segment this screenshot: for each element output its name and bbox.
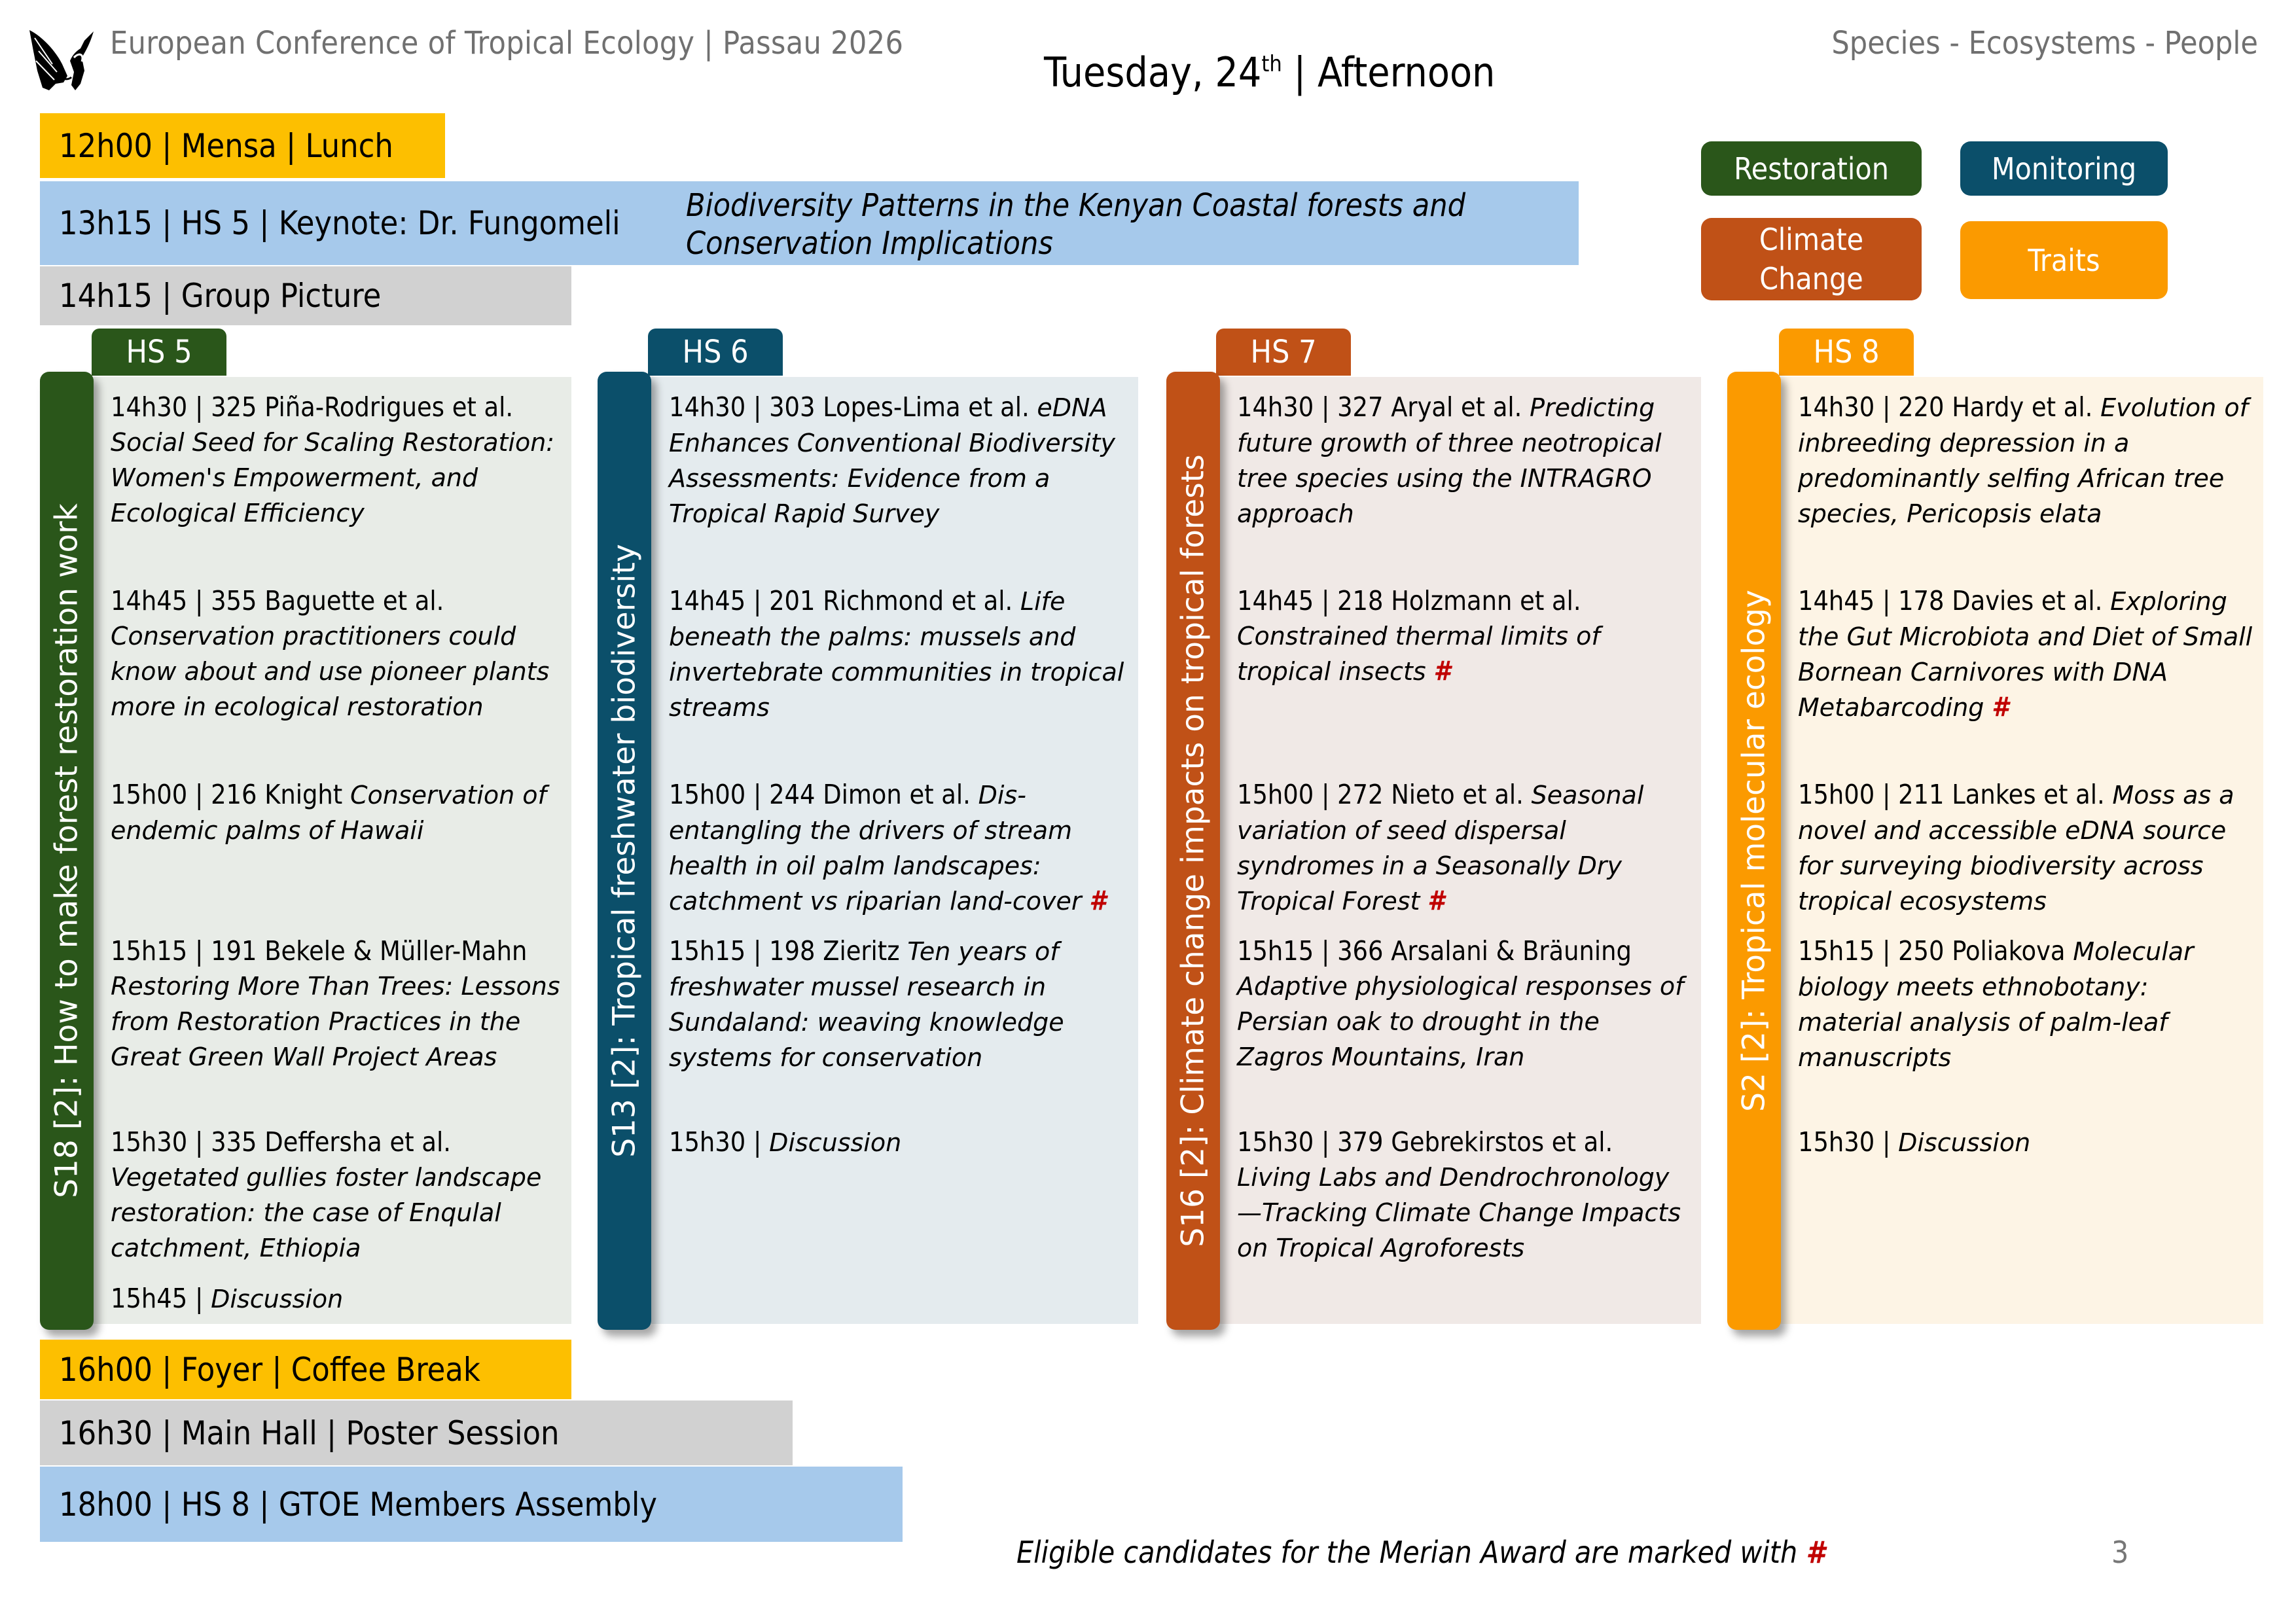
talk-title: Predicting future growth of three neotropical tree species using the INTRAGRO approach — [1237, 393, 1662, 528]
talk-time-author: 14h45 | 355 Baguette et al. — [111, 585, 444, 616]
talk-item — [1237, 934, 1693, 1075]
talk-title: Dis-entangling the drivers of stream health in oil palm landscapes: catchment vs riparian land-cover — [669, 781, 1082, 916]
talk-time-author: 15h00 | 211 Lankes et al. — [1798, 779, 2105, 810]
talk-time-author: 15h15 | 366 Arsalani & Bräuning — [1237, 935, 1632, 967]
talk-title: Social Seed for Scaling Restoration: Women's Empowerment, and Ecological Efficiency — [111, 428, 555, 527]
talk-title: Living Labs and Dendrochronology—Tracking Climate Change Impacts on Tropical Agroforests — [1237, 1163, 1681, 1262]
merian-award-mark: # — [1992, 691, 2009, 722]
talk-item — [669, 584, 1130, 725]
talk-title: Vegetated gullies foster landscape restoration: the case of Enqulal catchment, Ethiopia — [111, 1163, 542, 1262]
session-name: S13 [2]: Tropical freshwater biodiversity — [606, 544, 643, 1158]
session-sidebar-hs5 — [40, 372, 94, 1330]
day-rest: | Afternoon — [1282, 48, 1496, 96]
room-tab-hs8: HS 8 — [1779, 329, 1914, 376]
merian-note-text: Eligible candidates for the Merian Award are marked with — [1016, 1535, 1798, 1570]
talk-time-author: 15h45 | — [111, 1283, 204, 1314]
talk-time-author: 15h30 | 335 Deffersha et al. — [111, 1126, 451, 1158]
session-sidebar-hs8 — [1727, 372, 1781, 1330]
talk-title: Molecular biology meets ethnobotany: material analysis of palm-leaf manuscripts — [1798, 937, 2194, 1072]
day-ordinal-suffix: th — [1261, 51, 1282, 77]
day-prefix: Tuesday, 24 — [1044, 48, 1262, 96]
members-assembly-bar — [40, 1467, 903, 1542]
poster-session-bar — [40, 1400, 793, 1465]
talk-title: Adaptive physiological responses of Persian oak to drought in the Zagros Mountains, Iran — [1237, 972, 1684, 1071]
legend-restoration: Restoration — [1701, 141, 1922, 196]
talk-time-author: 15h00 | 216 Knight — [111, 779, 343, 810]
legend-traits: Traits — [1960, 221, 2168, 299]
talk-title: Discussion — [211, 1285, 344, 1313]
conference-title: European Conference of Tropical Ecology | Passau 2026 — [110, 25, 904, 62]
talk-time-author: 14h45 | 201 Richmond et al. — [669, 585, 1013, 616]
talk-time-author: 15h30 | — [1798, 1126, 1891, 1158]
merian-award-mark: # — [1433, 655, 1451, 687]
talk-item — [111, 777, 563, 848]
talk-time-author: 14h45 | 218 Holzmann et al. — [1237, 585, 1581, 616]
keynote-bar — [40, 181, 1579, 265]
page-title — [1044, 48, 1495, 96]
session-name: S16 [2]: Climate change impacts on tropical forests — [1175, 454, 1211, 1247]
talk-item — [1798, 584, 2255, 725]
page-number: 3 — [2111, 1535, 2129, 1570]
merian-award-note — [1016, 1535, 1825, 1570]
legend-climate-change-label: Climate Change — [1759, 222, 1864, 296]
talk-time-author: 14h45 | 178 Davies et al. — [1798, 585, 2103, 616]
talk-title: Seasonal variation of seed dispersal syndromes in a Seasonally Dry Tropical Forest — [1237, 781, 1644, 916]
talk-time-author: 15h15 | 191 Bekele & Müller-Mahn — [111, 935, 528, 967]
talk-title: Conservation practitioners could know about and use pioneer plants more in ecological restoration — [111, 622, 550, 721]
coffee-break-label: 16h00 | Foyer | Coffee Break — [59, 1350, 480, 1389]
talk-title: Restoring More Than Trees: Lessons from Restoration Practices in the Great Green Wall Project Areas — [111, 972, 560, 1071]
room-tab-hs6: HS 6 — [648, 329, 783, 376]
talk-item — [111, 1125, 563, 1266]
talk-item — [111, 390, 563, 531]
keynote-label: 13h15 | HS 5 | Keynote: Dr. Fungomeli — [59, 204, 620, 242]
talk-title: Discussion — [1898, 1128, 2031, 1157]
talk-time-author: 15h00 | 244 Dimon et al. — [669, 779, 971, 810]
talk-item — [1237, 1125, 1693, 1266]
lunch-bar — [40, 113, 445, 178]
talk-item — [1798, 777, 2255, 919]
talk-item — [111, 934, 563, 1075]
talk-title: Discussion — [769, 1128, 902, 1157]
session-name: S2 [2]: Tropical molecular ecology — [1736, 590, 1772, 1112]
legend-monitoring: Monitoring — [1960, 141, 2168, 196]
talk-time-author: 15h30 | — [669, 1126, 762, 1158]
talk-title: Constrained thermal limits of tropical insects — [1237, 622, 1600, 686]
talk-title: Evolution of inbreeding depression in a predominantly selfing African tree species, Pericopsis elata — [1798, 393, 2248, 528]
talk-title: Exploring the Gut Microbiota and Diet of Small Bornean Carnivores with DNA Metabarcoding — [1798, 587, 2253, 722]
talk-title: Moss as a novel and accessible eDNA source for surveying biodiversity across tropical ecosystems — [1798, 781, 2234, 916]
poster-session-label: 16h30 | Main Hall | Poster Session — [59, 1414, 560, 1452]
talk-time-author: 15h15 | 250 Poliakova — [1798, 935, 2066, 967]
talk-item — [1798, 1125, 2255, 1160]
talk-time-author: 15h00 | 272 Nieto et al. — [1237, 779, 1524, 810]
bat-logo-icon — [16, 25, 98, 100]
talk-item — [669, 777, 1130, 919]
talk-time-author: 15h30 | 379 Gebrekirstos et al. — [1237, 1126, 1613, 1158]
talk-item — [111, 1281, 563, 1317]
merian-mark: # — [1806, 1535, 1825, 1570]
talk-title: Ten years of freshwater mussel research in Sundaland: weaving knowledge systems for conservation — [669, 937, 1064, 1072]
coffee-break-bar — [40, 1340, 571, 1399]
talk-title: eDNA Enhances Conventional Biodiversity Assessments: Evidence from a Tropical Rapid Survey — [669, 393, 1116, 528]
talk-item — [1237, 584, 1693, 689]
talk-item — [1798, 934, 2255, 1075]
talk-time-author: 14h30 | 220 Hardy et al. — [1798, 391, 2093, 423]
talk-time-author: 14h30 | 303 Lopes-Lima et al. — [669, 391, 1030, 423]
session-sidebar-hs7 — [1166, 372, 1220, 1330]
talk-item — [1237, 390, 1693, 531]
talk-time-author: 14h30 | 327 Aryal et al. — [1237, 391, 1522, 423]
talk-time-author: 14h30 | 325 Piña-Rodrigues et al. — [111, 391, 514, 423]
talk-item — [1798, 390, 2255, 531]
room-tab-hs5: HS 5 — [92, 329, 226, 376]
keynote-title: Biodiversity Patterns in the Kenyan Coastal forests and Conservation Implications — [686, 187, 1466, 262]
members-assembly-label: 18h00 | HS 8 | GTOE Members Assembly — [59, 1485, 657, 1524]
conference-tagline: Species - Ecosystems - People — [1831, 25, 2258, 62]
talk-item — [1237, 777, 1693, 919]
talk-item — [669, 934, 1130, 1075]
merian-award-mark: # — [1089, 885, 1106, 916]
room-tab-hs7: HS 7 — [1216, 329, 1351, 376]
group-picture-bar — [40, 266, 571, 325]
group-picture-label: 14h15 | Group Picture — [59, 277, 382, 315]
legend-climate-change — [1701, 218, 1922, 300]
talk-item — [111, 584, 563, 724]
session-sidebar-hs6 — [598, 372, 651, 1330]
talk-title: Life beneath the palms: mussels and invertebrate communities in tropical streams — [669, 587, 1124, 722]
lunch-label: 12h00 | Mensa | Lunch — [59, 126, 393, 165]
merian-award-mark: # — [1427, 885, 1444, 916]
talk-item — [669, 1125, 1130, 1160]
talk-title: Conservation of endemic palms of Hawaii — [111, 781, 547, 845]
session-name: S18 [2]: How to make forest restoration work — [48, 503, 85, 1198]
talk-time-author: 15h15 | 198 Zieritz — [669, 935, 900, 967]
talk-item — [669, 390, 1130, 531]
